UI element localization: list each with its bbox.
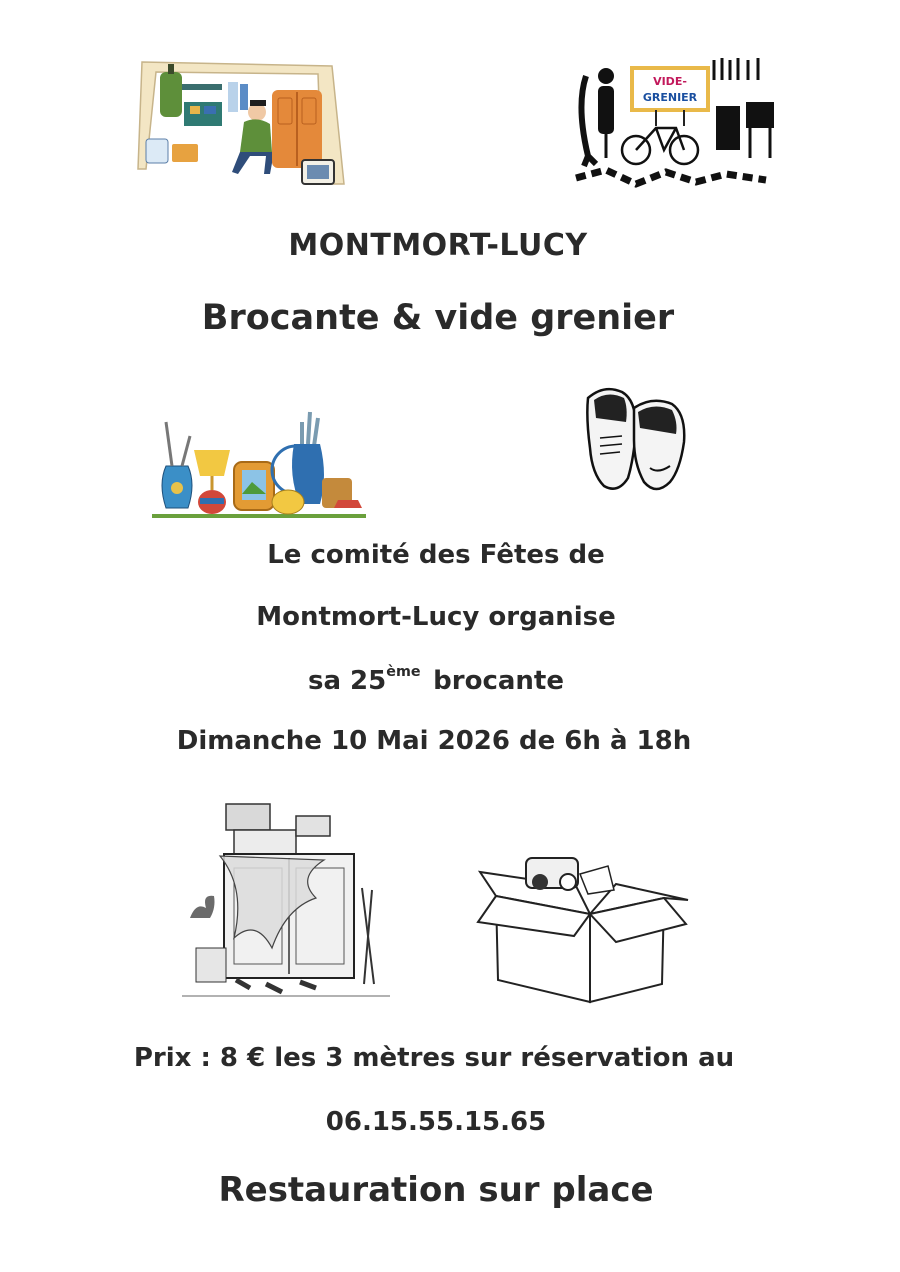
antiques-illustration: [152, 404, 366, 520]
date-line: Dimanche 10 Mai 2026 de 6h à 18h: [176, 726, 692, 756]
phone-number: 06.15.55.15.65: [325, 1107, 547, 1137]
vide-grenier-sign-illustration: [566, 46, 786, 196]
shoes-illustration: [574, 378, 694, 500]
price-line: Prix : 8 € les 3 mètres sur réservation au: [133, 1043, 735, 1073]
sign-text-grenier: GRENIER: [642, 91, 698, 104]
sign-text-vide: VIDE-: [653, 75, 687, 88]
market-stall-illustration: [132, 44, 352, 194]
edition-ordinal: ème: [386, 664, 421, 680]
cardboard-box-illustration: [476, 852, 692, 1006]
edition-prefix: sa 25: [307, 665, 387, 696]
attic-cabinet-illustration: [176, 798, 396, 1006]
organizer-line-1: Le comité des Fêtes de: [267, 540, 605, 570]
organizer-line-2: Montmort-Lucy organise: [256, 602, 616, 632]
town-name: MONTMORT-LUCY: [288, 228, 588, 263]
edition-line: [0, 664, 886, 696]
restaurant-line: Restauration sur place: [218, 1170, 654, 1210]
event-title: Brocante & vide grenier: [201, 298, 675, 338]
edition-suffix: brocante: [433, 665, 564, 696]
